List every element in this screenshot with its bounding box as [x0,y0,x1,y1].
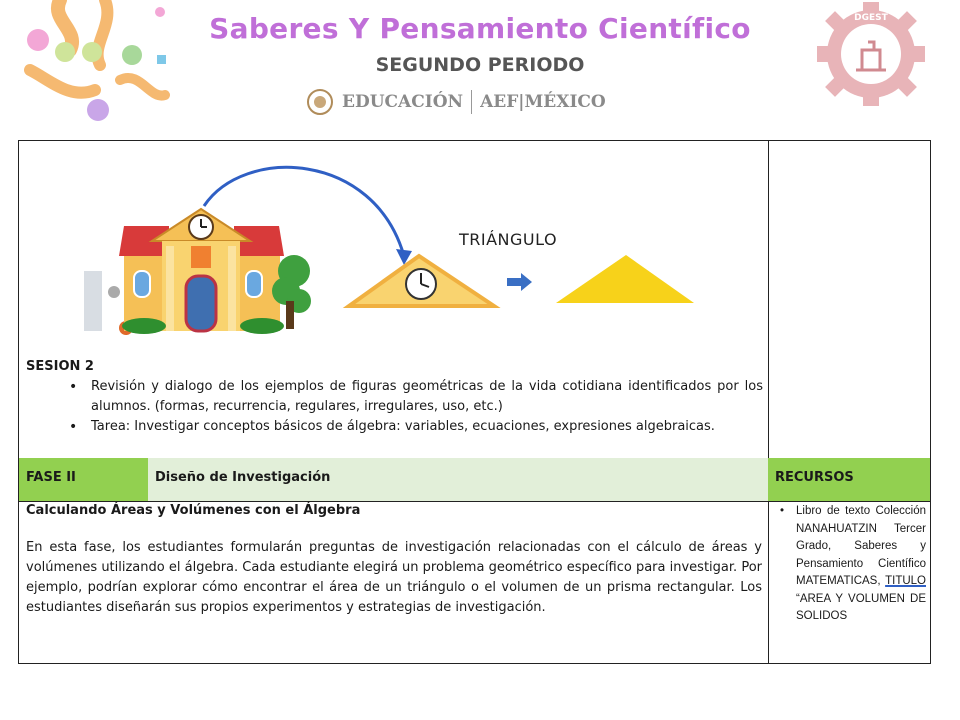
section-body: En esta fase, los estudiantes formularán preguntas de investigación relacionadas con el cálculo de áreas y volúmenes utilizando el álgebra. Cada estudiante elegirá un problema geométrico específico para investigar. Por ejemplo, podrían explorar cómo encontrar el área de un triángulo o el volumen de un prisma rectangular. Los estudiantes diseñarán sus propios experimentos y estrategias de investigación. [26,540,762,615]
clock-roof-icon [349,256,494,306]
document-header [0,0,960,135]
table-divider [19,501,930,502]
right-arrow-icon [507,273,532,291]
phase-label-cell [19,458,148,501]
list-item [776,503,926,626]
school-triangle-illustration [74,161,714,346]
lesson-table [18,140,931,664]
aef-org-label: AEF|MÉXICO [480,92,606,112]
section-heading: Calculando Áreas y Volúmenes con el Álgebra [26,503,361,518]
phase-label: FASE II [26,470,76,485]
svg-text:DGEST: DGEST [854,13,888,23]
session-list [69,377,763,437]
table-divider [768,141,769,663]
org-separator [471,90,472,114]
list-item: • Tarea: Investigar conceptos básicos de álgebra: variables, ecuaciones, expresiones algebraicas. [69,417,763,437]
page-subtitle: SEGUNDO PERIODO [375,54,585,76]
education-org-label: EDUCACIÓN [342,92,464,112]
resources-header: RECURSOS [775,470,854,485]
school-building-icon [84,209,311,335]
list-item: • Revisión y dialogo de los ejemplos de figuras geométricas de la vida cotidiana identificados por los alumnos. (formas, recurrencia, regulares, irregulares, uso, etc.) [69,377,763,417]
resources-header-cell [768,458,930,501]
resource-text-start: Libro de texto Colección NANAHUATZIN Tercer Grado, Saberes y Pensamiento Científico MATEMATICAS, [796,505,926,587]
national-seal-icon [306,88,334,116]
phase-name: Diseño de Investigación [155,470,331,485]
page-title: Saberes Y Pensamiento Científico [209,12,751,45]
resource-text-end: “AREA Y VOLUMEN DE SOLIDOS [796,592,926,622]
session-title: SESION 2 [26,359,94,374]
dgest-gear-logo-icon [812,0,930,108]
phase-name-cell [148,458,768,501]
yellow-triangle-icon [556,255,694,303]
triangle-label: TRIÁNGULO [459,230,558,249]
resources-list [776,503,926,626]
organization-logos [306,86,666,118]
resource-title-link[interactable]: TITULO [885,575,926,587]
